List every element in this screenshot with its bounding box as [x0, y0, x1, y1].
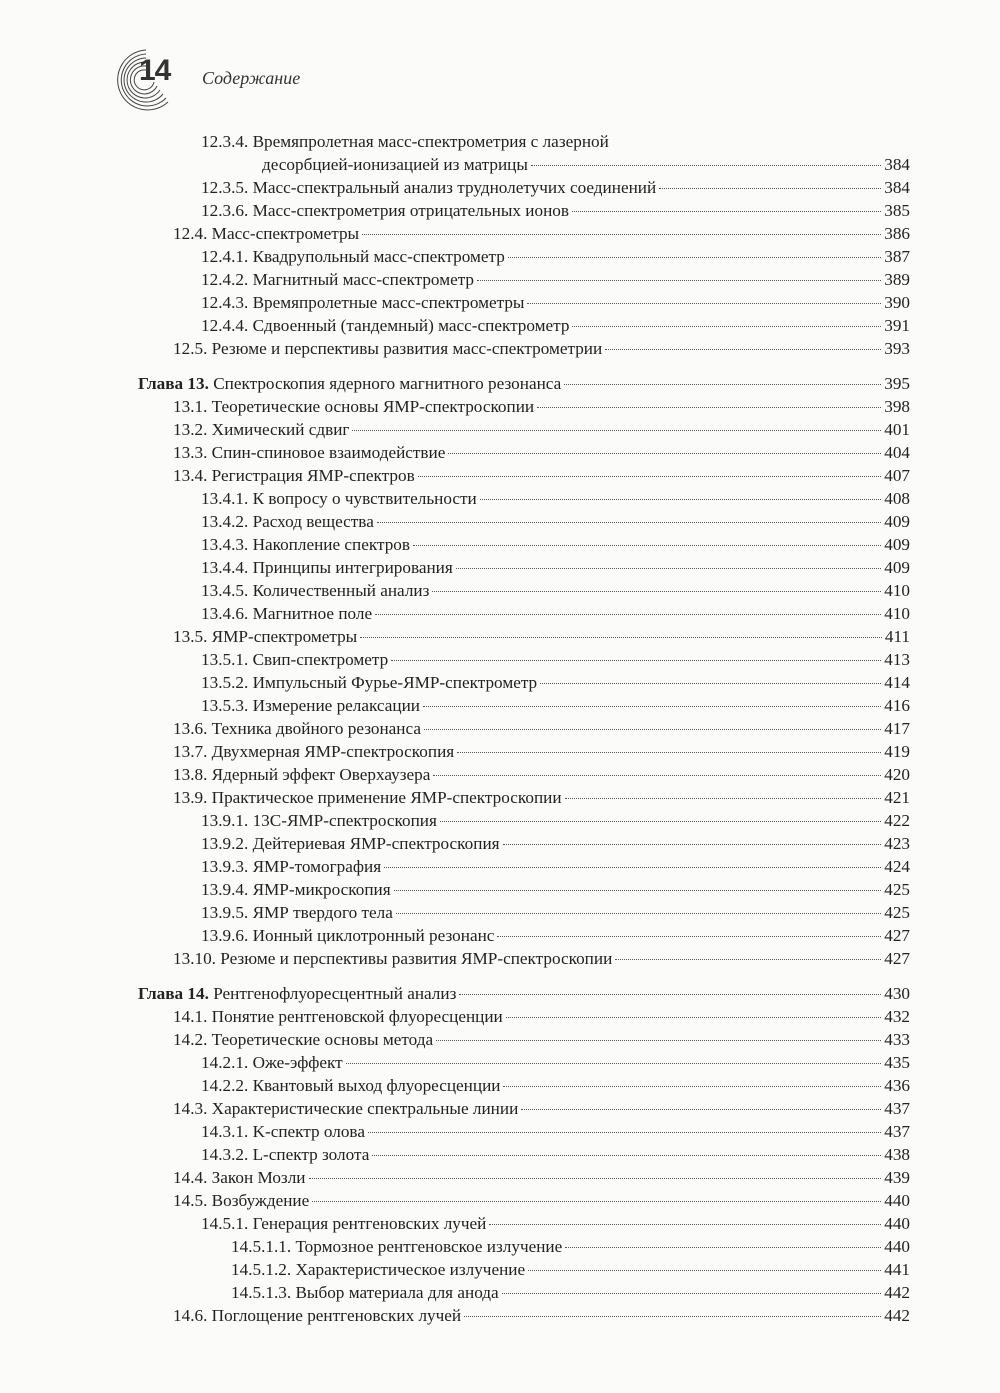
toc-chapter-13[interactable]: Глава 13. Спектроскопия ядерного магнитного резонанса 395 — [138, 374, 910, 393]
toc-entry[interactable]: 13.9.4. ЯМР-микроскопия 425 — [201, 880, 910, 899]
toc-entry[interactable]: 13.4.6. Магнитное поле 410 — [201, 604, 910, 623]
toc-page: 384 — [884, 155, 910, 174]
toc-entry[interactable]: 13.4.5. Количественный анализ 410 — [201, 581, 910, 600]
toc-entry[interactable]: 12.4.1. Квадрупольный масс-спектрометр 387 — [201, 247, 910, 266]
toc-entry[interactable]: 14.5.1.3. Выбор материала для анода 442 — [231, 1283, 910, 1302]
running-title: Содержание — [202, 68, 301, 88]
toc-entry[interactable]: 12.4.3. Времяпролетные масс-спектрометры 390 — [201, 293, 910, 312]
toc-entry[interactable]: 13.6. Техника двойного резонанса 417 — [173, 719, 910, 738]
toc-entry[interactable]: 13.4.4. Принципы интегрирования 409 — [201, 558, 910, 577]
toc-entry[interactable]: 13.7. Двухмерная ЯМР-спектроскопия 419 — [173, 742, 910, 761]
toc-entry[interactable]: 13.9.3. ЯМР-томография 424 — [201, 857, 910, 876]
toc-entry[interactable]: 14.5.1. Генерация рентгеновских лучей 440 — [201, 1214, 910, 1233]
toc-entry[interactable]: 13.9.1. 13С-ЯМР-спектроскопия 422 — [201, 811, 910, 830]
toc-entry[interactable]: 13.5. ЯМР-спектрометры 411 — [173, 627, 910, 646]
toc-entry: 12.3.4. Времяпролетная масс-спектрометрия с лазерной — [201, 132, 609, 151]
toc-entry[interactable]: 13.1. Теоретические основы ЯМР-спектроскопии 398 — [173, 397, 910, 416]
toc-entry[interactable]: 13.5.3. Измерение релаксации 416 — [201, 696, 910, 715]
toc-entry[interactable]: 12.4.4. Сдвоенный (тандемный) масс-спектрометр 391 — [201, 316, 910, 335]
toc-entry[interactable]: 13.10. Резюме и перспективы развития ЯМР-спектроскопии 427 — [173, 949, 910, 968]
toc-entry[interactable]: 14.3. Характеристические спектральные линии 437 — [173, 1099, 910, 1118]
toc-entry[interactable]: 13.4.2. Расход вещества 409 — [201, 512, 910, 531]
toc-entry[interactable]: 12.3.6. Масс-спектрометрия отрицательных ионов 385 — [201, 201, 910, 220]
toc-entry[interactable]: 14.5. Возбуждение 440 — [173, 1191, 910, 1210]
toc-entry[interactable]: 14.1. Понятие рентгеновской флуоресценции 432 — [173, 1007, 910, 1026]
toc-entry[interactable]: 13.4.3. Накопление спектров 409 — [201, 535, 910, 554]
page-number: 14 — [139, 54, 171, 87]
toc-chapter-14[interactable]: Глава 14. Рентгенофлуоресцентный анализ 430 — [138, 984, 910, 1003]
toc-entry[interactable]: 13.9.6. Ионный циклотронный резонанс 427 — [201, 926, 910, 945]
toc-entry[interactable]: 14.6. Поглощение рентгеновских лучей 442 — [173, 1306, 910, 1325]
toc-entry[interactable]: 14.3.2. L-спектр золота 438 — [201, 1145, 910, 1164]
toc-entry[interactable]: 12.4. Масс-спектрометры 386 — [173, 224, 910, 243]
toc-entry[interactable]: 14.5.1.1. Тормозное рентгеновское излучение 440 — [231, 1237, 910, 1256]
toc-entry[interactable]: 13.4.1. К вопросу о чувствительности 408 — [201, 489, 910, 508]
toc-entry[interactable]: 14.5.1.2. Характеристическое излучение 441 — [231, 1260, 910, 1279]
toc-entry[interactable]: 13.8. Ядерный эффект Оверхаузера 420 — [173, 765, 910, 784]
toc-entry[interactable]: 14.4. Закон Мозли 439 — [173, 1168, 910, 1187]
toc-entry[interactable]: 13.5.2. Импульсный Фурье-ЯМР-спектрометр 414 — [201, 673, 910, 692]
toc-entry[interactable]: 13.9.2. Дейтериевая ЯМР-спектроскопия 423 — [201, 834, 910, 853]
toc-entry[interactable]: 12.4.2. Магнитный масс-спектрометр 389 — [201, 270, 910, 289]
toc-entry[interactable]: 12.5. Резюме и перспективы развития масс-спектрометрии 393 — [173, 339, 910, 358]
page-header — [106, 44, 506, 114]
toc-entry[interactable]: 13.4. Регистрация ЯМР-спектров 407 — [173, 466, 910, 485]
toc-entry[interactable]: 14.3.1. K-спектр олова 437 — [201, 1122, 910, 1141]
toc-entry[interactable]: 14.2.2. Квантовый выход флуоресценции 436 — [201, 1076, 910, 1095]
toc-entry[interactable]: 14.2. Теоретические основы метода 433 — [173, 1030, 910, 1049]
toc-entry[interactable]: 12.3.5. Масс-спектральный анализ труднолетучих соединений 384 — [201, 178, 910, 197]
toc-entry[interactable]: 13.3. Спин-спиновое взаимодействие 404 — [173, 443, 910, 462]
toc-entry[interactable]: 13.9. Практическое применение ЯМР-спектроскопии 421 — [173, 788, 910, 807]
toc-entry[interactable]: 14.2.1. Оже-эффект 435 — [201, 1053, 910, 1072]
toc-entry[interactable]: 13.5.1. Свип-спектрометр 413 — [201, 650, 910, 669]
toc-entry[interactable]: десорбцией-ионизацией из матрицы 384 — [262, 155, 910, 174]
toc-entry[interactable]: 13.9.5. ЯМР твердого тела 425 — [201, 903, 910, 922]
toc-entry[interactable]: 13.2. Химический сдвиг 401 — [173, 420, 910, 439]
